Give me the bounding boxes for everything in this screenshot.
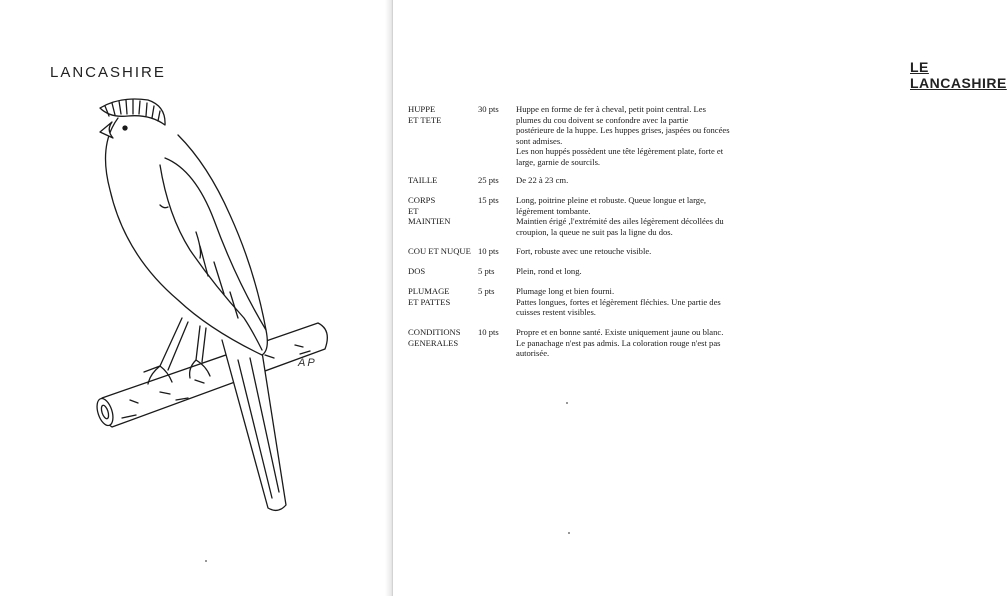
description-line: Les non huppés possèdent une tête légèrement plate, forte et [516, 146, 724, 157]
category-line: CONDITIONS [408, 327, 461, 337]
criterion-description [516, 266, 738, 277]
category-line: DOS [408, 266, 426, 276]
illustration-title: LANCASHIRE [50, 64, 166, 81]
criterion-description [516, 175, 738, 186]
criterion-category [408, 195, 478, 227]
category-line: ET PATTES [408, 296, 451, 307]
criterion-points: 10 pts [478, 246, 499, 256]
description-line: plumes du cou doivent se confondre avec la partie [516, 114, 689, 125]
category-line: TAILLE [408, 175, 438, 185]
category-line: ET [408, 205, 419, 216]
description-line: sont admises. [516, 135, 563, 146]
scan-speck [568, 532, 570, 534]
category-line: ET TETE [408, 114, 442, 125]
description-line: autorisée. [516, 348, 550, 359]
criterion-description [516, 195, 738, 237]
scan-speck [205, 560, 207, 562]
canary-illustration [85, 88, 335, 518]
criterion-description [516, 286, 738, 318]
criterion-description [516, 104, 738, 168]
criterion-category [408, 175, 478, 186]
description-line: De 22 à 23 cm. [516, 175, 569, 185]
category-line: GENERALES [408, 337, 459, 348]
category-line: MAINTIEN [408, 216, 451, 227]
category-line: PLUMAGE [408, 286, 450, 296]
criterion-category [408, 104, 478, 125]
description-line: Huppe en forme de fer à cheval, petit point central. Les [516, 104, 706, 114]
left-page [0, 0, 393, 596]
description-line: Plumage long et bien fourni. [516, 286, 615, 296]
description-line: Pattes longues, fortes et légèrement fléchies. Une partie des [516, 296, 721, 307]
bird-body [106, 118, 268, 355]
criterion-points: 25 pts [478, 175, 499, 185]
description-line: Long, poitrine pleine et robuste. Queue longue et large, [516, 195, 707, 205]
criterion-category [408, 266, 478, 277]
criterion-points: 5 pts [478, 266, 495, 276]
criterion-category [408, 327, 478, 348]
criterion-points: 15 pts [478, 195, 499, 205]
description-line: légèrement tombante. [516, 205, 591, 216]
description-line: Fort, robuste avec une retouche visible. [516, 246, 652, 256]
description-line: Propre et en bonne santé. Existe uniquement jaune ou blanc. [516, 327, 724, 337]
description-line: Plein, rond et long. [516, 266, 582, 276]
category-line: CORPS [408, 195, 436, 205]
criterion-category [408, 246, 478, 257]
description-line: cuisses restent visibles. [516, 307, 596, 318]
description-line: postérieure de la huppe. Les huppes grises, jaspées ou foncées [516, 125, 730, 136]
standard-title: LE LANCASHIRE [910, 59, 1007, 91]
description-line: croupion, la queue ne suit pas la ligne du dos. [516, 226, 673, 237]
criterion-category [408, 286, 478, 307]
criterion-description [516, 327, 738, 359]
criterion-points: 10 pts [478, 327, 499, 337]
description-line: Maintien érigé ,l'extrémité des ailes légèrement décollées du [516, 216, 724, 227]
criterion-points: 5 pts [478, 286, 495, 296]
category-line: HUPPE [408, 104, 436, 114]
category-line: COU ET NUQUE [408, 246, 471, 256]
scan-speck [566, 402, 568, 404]
artist-signature: AP [298, 357, 317, 369]
criterion-points: 30 pts [478, 104, 499, 114]
criterion-description [516, 246, 738, 257]
perch-branch [94, 323, 327, 427]
description-line: Le panachage n'est pas admis. La coloration rouge n'est pas [516, 337, 721, 348]
description-line: large, garnie de sourcils. [516, 156, 601, 167]
